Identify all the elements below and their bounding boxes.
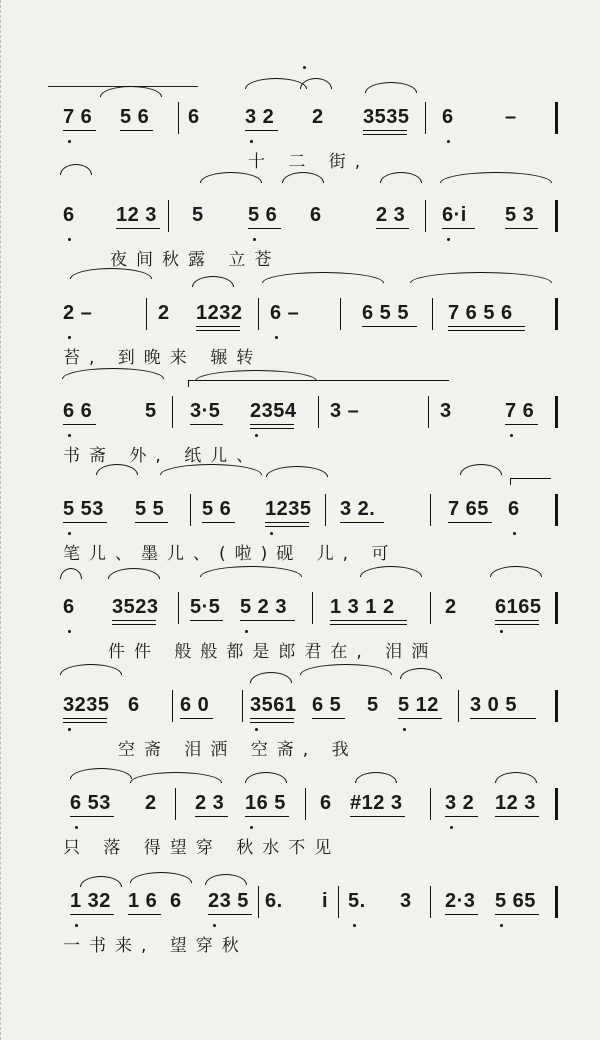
note-group: #12 3 bbox=[350, 792, 403, 814]
bar-line bbox=[318, 396, 319, 428]
note-group: 6. bbox=[265, 890, 283, 912]
score-system bbox=[0, 786, 600, 886]
note-group: 3235 bbox=[63, 694, 110, 716]
bar-line bbox=[172, 396, 173, 428]
lyric-line: 笔儿、墨儿、(啦)砚 儿, 可 bbox=[63, 544, 398, 564]
note-group: 1235 bbox=[265, 498, 312, 520]
beam-line bbox=[505, 228, 538, 229]
note-group: 6 5 5 bbox=[362, 302, 409, 324]
lyric-line: 十 二 街, bbox=[248, 152, 370, 172]
beam-line bbox=[448, 522, 492, 523]
note-group: 2 bbox=[145, 792, 157, 814]
bar-line bbox=[432, 298, 433, 330]
octave-dot bbox=[68, 532, 71, 535]
bar-line bbox=[430, 592, 431, 624]
note-group: 2 bbox=[312, 106, 324, 128]
note-group: 6 bbox=[128, 694, 140, 716]
beam-line bbox=[250, 424, 294, 425]
beam-line bbox=[190, 620, 223, 621]
octave-dot bbox=[447, 238, 450, 241]
octave-dot bbox=[447, 140, 450, 143]
note-group: 3523 bbox=[112, 596, 159, 618]
lyric-line: 只 落 得望穿 秋水不见 bbox=[63, 838, 341, 858]
octave-dot bbox=[513, 532, 516, 535]
beam-line bbox=[330, 620, 407, 621]
bar-line bbox=[178, 102, 179, 134]
octave-dot bbox=[68, 630, 71, 633]
lyric-line: 苔, 到晚来 辗转 bbox=[63, 348, 263, 368]
bar-line bbox=[555, 592, 558, 624]
octave-dot bbox=[500, 924, 503, 927]
lyric-line: 书斋 外, 纸儿、 bbox=[63, 446, 263, 466]
beam-line bbox=[70, 914, 114, 915]
octave-dot bbox=[245, 630, 248, 633]
beam-line bbox=[265, 526, 309, 527]
note-group: 5 bbox=[145, 400, 157, 422]
note-group: 3 2 bbox=[245, 106, 275, 128]
note-group: 5 6 bbox=[120, 106, 150, 128]
note-group: 7 6 bbox=[505, 400, 535, 422]
octave-dot bbox=[353, 924, 356, 927]
lyric-line: 夜间秋露 立苍 bbox=[110, 250, 281, 270]
score-system bbox=[0, 198, 600, 298]
beam-line bbox=[495, 624, 539, 625]
note-group: 6165 bbox=[495, 596, 542, 618]
beam-line bbox=[330, 624, 407, 625]
note-group: 3561 bbox=[250, 694, 297, 716]
bar-line bbox=[178, 592, 179, 624]
octave-dot bbox=[500, 630, 503, 633]
beam-line bbox=[442, 228, 475, 229]
octave-dot bbox=[403, 728, 406, 731]
bar-line bbox=[258, 886, 259, 918]
bar-line bbox=[555, 690, 558, 722]
octave-dot bbox=[253, 238, 256, 241]
octave-dot bbox=[270, 532, 273, 535]
ink-dot bbox=[303, 66, 306, 69]
lyric-line: 件件 般般都是郎君在, 泪洒 bbox=[108, 642, 438, 662]
beam-line bbox=[362, 326, 417, 327]
phrase-bracket bbox=[188, 380, 449, 387]
octave-dot bbox=[68, 238, 71, 241]
score-system bbox=[0, 100, 600, 200]
beam-line bbox=[445, 816, 478, 817]
note-group: 5 2 3 bbox=[240, 596, 287, 618]
note-group: 3 – bbox=[330, 400, 360, 422]
beam-line bbox=[112, 620, 156, 621]
beam-line bbox=[350, 816, 405, 817]
note-group: 6 5 bbox=[312, 694, 342, 716]
note-group: 23 5 bbox=[208, 890, 249, 912]
note-group: 5 12 bbox=[398, 694, 439, 716]
bar-line bbox=[305, 788, 306, 820]
note-group: 2 – bbox=[63, 302, 93, 324]
beam-line bbox=[363, 130, 407, 131]
note-group: 3 bbox=[440, 400, 452, 422]
bar-line bbox=[555, 788, 558, 820]
bar-line bbox=[555, 200, 558, 232]
score-system bbox=[0, 492, 600, 592]
slur bbox=[245, 78, 307, 89]
bar-line bbox=[425, 102, 426, 134]
beam-line bbox=[448, 330, 525, 331]
octave-dot bbox=[68, 140, 71, 143]
bar-line bbox=[338, 886, 339, 918]
note-group: 1 6 bbox=[128, 890, 158, 912]
beam-line bbox=[445, 914, 478, 915]
octave-dot bbox=[255, 434, 258, 437]
beam-line bbox=[470, 718, 536, 719]
beam-line bbox=[63, 424, 96, 425]
note-group: 5 bbox=[367, 694, 379, 716]
note-group: 1 3 1 2 bbox=[330, 596, 395, 618]
beam-line bbox=[135, 522, 168, 523]
octave-dot bbox=[275, 336, 278, 339]
beam-line bbox=[245, 130, 278, 131]
note-group: 2354 bbox=[250, 400, 297, 422]
note-group: 3 bbox=[400, 890, 412, 912]
octave-dot bbox=[250, 140, 253, 143]
octave-dot bbox=[75, 924, 78, 927]
bar-line bbox=[555, 298, 558, 330]
note-group: 5 5 bbox=[135, 498, 165, 520]
bar-line bbox=[425, 200, 426, 232]
octave-dot bbox=[510, 434, 513, 437]
note-group: 6 bbox=[170, 890, 182, 912]
beam-line bbox=[63, 522, 107, 523]
note-group: 12 3 bbox=[116, 204, 157, 226]
bar-line bbox=[555, 886, 558, 918]
beam-line bbox=[70, 816, 114, 817]
note-group: 2 3 bbox=[376, 204, 406, 226]
octave-dot bbox=[255, 728, 258, 731]
beam-line bbox=[202, 522, 235, 523]
bar-line bbox=[242, 690, 243, 722]
beam-line bbox=[340, 522, 384, 523]
note-group: 2 3 bbox=[195, 792, 225, 814]
beam-line bbox=[240, 620, 295, 621]
bar-line bbox=[175, 788, 176, 820]
octave-dot bbox=[213, 924, 216, 927]
note-group: 6 – bbox=[270, 302, 300, 324]
note-group: 2 bbox=[158, 302, 170, 324]
note-group: 7 65 bbox=[448, 498, 489, 520]
slur bbox=[100, 86, 162, 97]
lyric-line: 一书来, 望穿秋 bbox=[63, 936, 248, 956]
bar-line bbox=[340, 298, 341, 330]
note-group: 1 32 bbox=[70, 890, 111, 912]
note-group: 5 bbox=[192, 204, 204, 226]
phrase-bracket bbox=[510, 478, 551, 485]
note-group: 5. bbox=[348, 890, 366, 912]
beam-line bbox=[120, 130, 153, 131]
beam-line bbox=[195, 816, 228, 817]
octave-dot bbox=[68, 728, 71, 731]
bar-line bbox=[172, 690, 173, 722]
beam-line bbox=[363, 134, 407, 135]
note-group: 1232 bbox=[196, 302, 243, 324]
lyric-line: 空斋 泪洒 空斋, 我 bbox=[118, 740, 358, 760]
octave-dot bbox=[68, 434, 71, 437]
beam-line bbox=[398, 718, 442, 719]
note-group: 2·3 bbox=[445, 890, 476, 912]
octave-dot bbox=[68, 336, 71, 339]
note-group: 5 65 bbox=[495, 890, 536, 912]
beam-line bbox=[312, 718, 345, 719]
note-group: 5 6 bbox=[202, 498, 232, 520]
note-group: 5 6 bbox=[248, 204, 278, 226]
octave-dot bbox=[250, 826, 253, 829]
note-group: 6 bbox=[320, 792, 332, 814]
beam-line bbox=[180, 718, 213, 719]
octave-dot bbox=[75, 826, 78, 829]
bar-line bbox=[325, 494, 326, 526]
note-group: 6 bbox=[63, 204, 75, 226]
note-group: 16 5 bbox=[245, 792, 286, 814]
note-group: 12 3 bbox=[495, 792, 536, 814]
note-group: 2 bbox=[445, 596, 457, 618]
beam-line bbox=[63, 722, 107, 723]
bar-line bbox=[312, 592, 313, 624]
note-group: 6 6 bbox=[63, 400, 93, 422]
note-group: 5 3 bbox=[505, 204, 535, 226]
beam-line bbox=[63, 718, 107, 719]
beam-line bbox=[265, 522, 309, 523]
note-group: 3 0 5 bbox=[470, 694, 517, 716]
beam-line bbox=[505, 424, 538, 425]
bar-line bbox=[190, 494, 191, 526]
beam-line bbox=[128, 914, 161, 915]
octave-dot bbox=[450, 826, 453, 829]
slur bbox=[365, 82, 417, 93]
note-group: 6 bbox=[63, 596, 75, 618]
bar-line bbox=[258, 298, 259, 330]
note-group: 3 2 bbox=[445, 792, 475, 814]
bar-line bbox=[430, 788, 431, 820]
bar-line bbox=[555, 494, 558, 526]
score-system bbox=[0, 590, 600, 690]
beam-line bbox=[196, 326, 240, 327]
beam-line bbox=[495, 914, 539, 915]
beam-line bbox=[112, 624, 156, 625]
beam-line bbox=[245, 816, 289, 817]
bar-line bbox=[555, 396, 558, 428]
beam-line bbox=[495, 620, 539, 621]
score-system bbox=[0, 884, 600, 984]
note-group: 6 bbox=[508, 498, 520, 520]
bar-line bbox=[555, 102, 558, 134]
note-group: 6 bbox=[442, 106, 454, 128]
slur bbox=[300, 78, 332, 89]
note-group: 3·5 bbox=[190, 400, 221, 422]
beam-line bbox=[495, 816, 539, 817]
note-group: 6 bbox=[310, 204, 322, 226]
note-group: 3 2. bbox=[340, 498, 376, 520]
beam-line bbox=[376, 228, 409, 229]
note-group: 5·5 bbox=[190, 596, 221, 618]
beam-line bbox=[250, 718, 294, 719]
beam-line bbox=[208, 914, 252, 915]
bar-line bbox=[430, 886, 431, 918]
note-group: 6 53 bbox=[70, 792, 111, 814]
bar-line bbox=[146, 298, 147, 330]
note-group: i bbox=[322, 890, 329, 912]
note-group: 3535 bbox=[363, 106, 410, 128]
note-group: 7 6 5 6 bbox=[448, 302, 513, 324]
note-group: 6·i bbox=[442, 204, 467, 226]
beam-line bbox=[196, 330, 240, 331]
note-group: 5 53 bbox=[63, 498, 104, 520]
beam-line bbox=[190, 424, 223, 425]
beam-line bbox=[248, 228, 281, 229]
beam-line bbox=[250, 428, 294, 429]
bar-line bbox=[458, 690, 459, 722]
beam-line bbox=[250, 722, 294, 723]
beam-line bbox=[448, 326, 525, 327]
bar-line bbox=[168, 200, 169, 232]
note-group: 6 bbox=[188, 106, 200, 128]
bar-line bbox=[430, 494, 431, 526]
beam-line bbox=[116, 228, 160, 229]
note-group: 6 0 bbox=[180, 694, 210, 716]
note-group: 7 6 bbox=[63, 106, 93, 128]
beam-line bbox=[63, 130, 96, 131]
bar-line bbox=[428, 396, 429, 428]
note-group: – bbox=[505, 106, 517, 128]
